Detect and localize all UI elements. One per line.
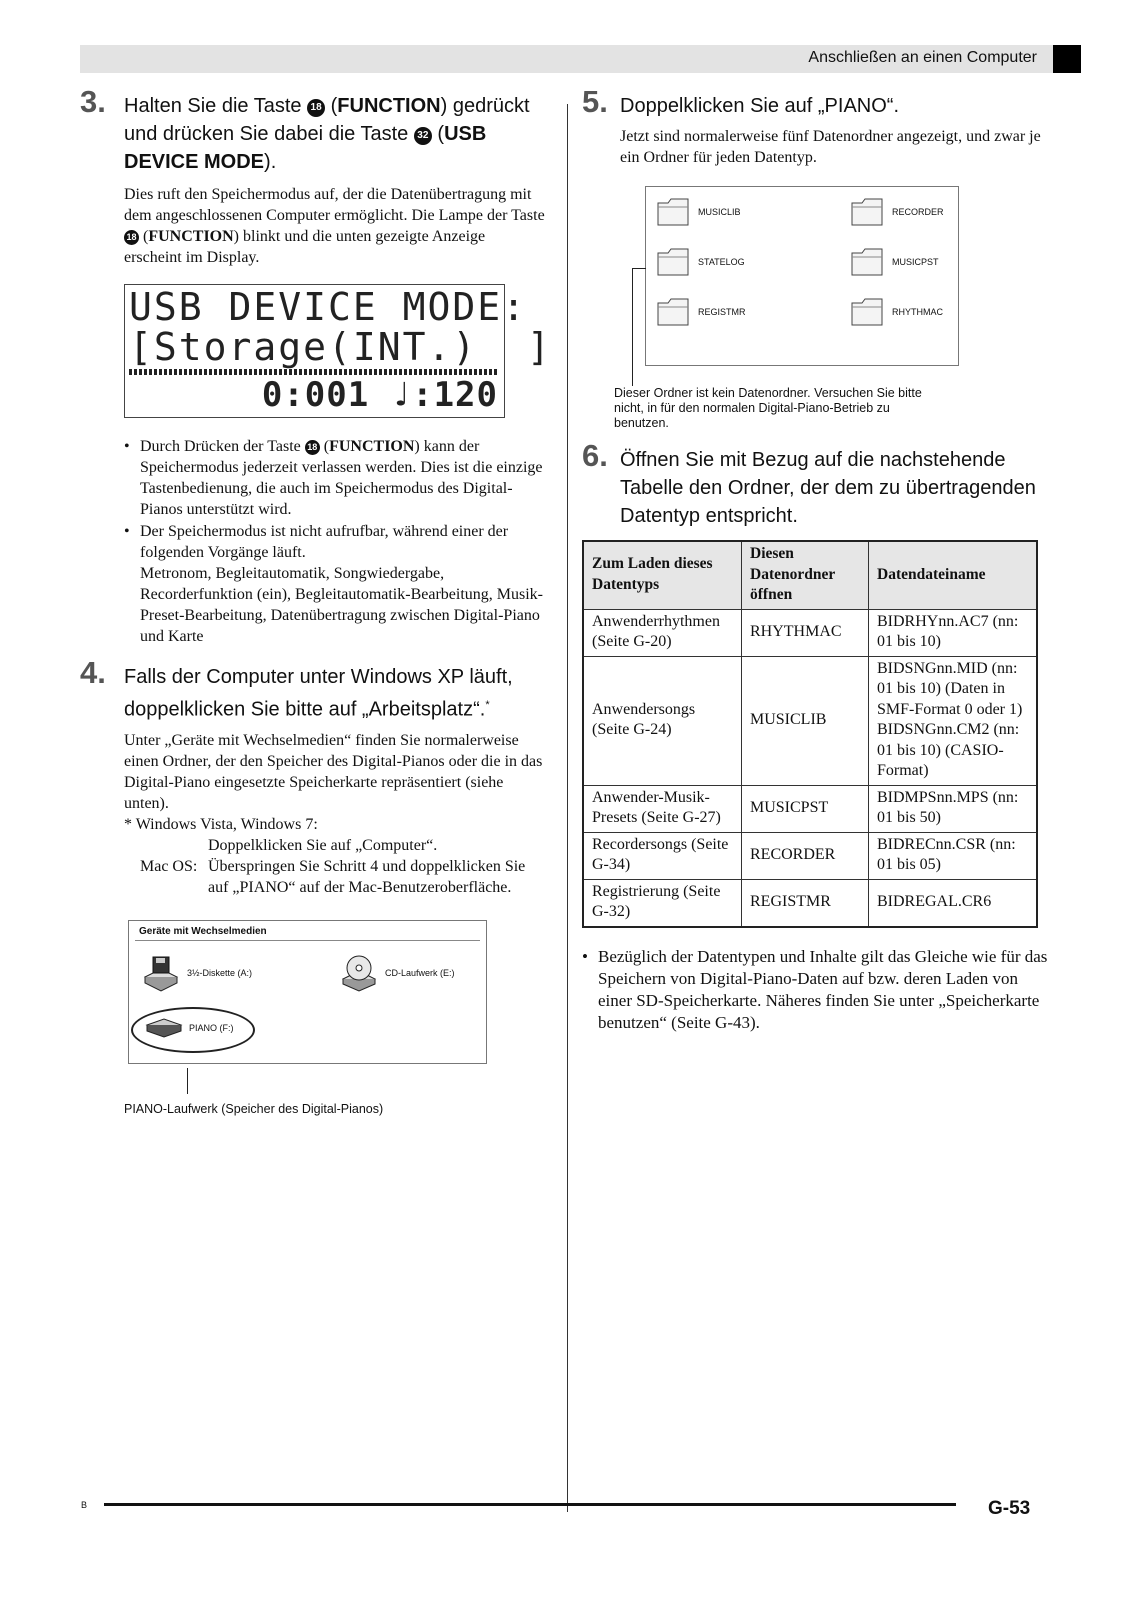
footnote-vista: * Windows Vista, Windows 7: xyxy=(124,815,318,833)
column-header: Datendateiname xyxy=(869,541,1038,609)
floppy-drive-icon xyxy=(141,955,181,991)
callout-leader xyxy=(187,1068,188,1094)
column-divider xyxy=(567,104,568,1512)
table-row xyxy=(583,879,1037,927)
folder-icon xyxy=(656,197,690,227)
table-cell: RECORDER xyxy=(742,832,869,879)
table-cell: BIDSNGnn.MID (nn: 01 bis 10) (Daten in SMF-Format 0 oder 1) BIDSNGnn.CM2 (nn: 01 bis 10) (CASIO-Format) xyxy=(869,656,1038,785)
folders-screenshot xyxy=(645,186,959,366)
folder-icon xyxy=(850,197,884,227)
footer-rule xyxy=(104,1503,956,1506)
table-cell: REGISTMR xyxy=(742,879,869,927)
step-6-heading: 6. Öffnen Sie mit Bezug auf die nachstehende Tabelle den Ordner, der dem zu übertragenden Datentyp entspricht. xyxy=(582,438,1036,527)
cd-drive-icon xyxy=(339,955,379,991)
piano-drive-highlight xyxy=(131,1007,255,1053)
folder-icon xyxy=(850,247,884,277)
footer-mark: B xyxy=(81,1500,88,1510)
table-cell: Anwender-Musik-Presets (Seite G-27) xyxy=(583,785,742,832)
table-header-row xyxy=(583,541,1037,609)
list-item: • Durch Drücken der Taste 18 (FUNCTION) kann der Speichermodus jederzeit verlassen werden. Dies ist die einzige Tastenbedienung, die auch im Speichermodus des Digital-Pianos unterstützt wird. xyxy=(124,436,545,520)
step-number: 4. xyxy=(80,655,106,690)
cd-drive[interactable]: CD-Laufwerk (E:) xyxy=(339,955,455,991)
folder-musiclib[interactable]: MUSICLIB xyxy=(656,197,741,227)
left-column xyxy=(80,84,552,1064)
table-cell: BIDRHYnn.AC7 (nn: 01 bis 10) xyxy=(869,609,1038,656)
header-title: Anschließen an einen Computer xyxy=(808,49,1037,66)
column-header: Diesen Datenordner öffnen xyxy=(742,541,869,609)
lcd-line-1: USB DEVICE MODE: xyxy=(129,285,528,329)
explorer-heading: Geräte mit Wechselmedien xyxy=(139,925,267,937)
table-cell: Recordersongs (Seite G-34) xyxy=(583,832,742,879)
table-cell: MUSICLIB xyxy=(742,656,869,785)
folder-statelog[interactable]: STATELOG xyxy=(656,247,745,277)
floppy-drive[interactable]: 3½-Diskette (A:) xyxy=(141,955,252,991)
folder-icon xyxy=(656,297,690,327)
step-4-heading: 4. Falls der Computer unter Windows XP läuft, doppelklicken Sie bitte auf „Arbeitsplatz“.* xyxy=(80,655,513,721)
step-5-heading: 5. Doppelklicken Sie auf „PIANO“. xyxy=(582,84,900,119)
key-18-icon: 18 xyxy=(307,99,325,117)
folder-rhythmac[interactable]: RHYTHMAC xyxy=(850,297,943,327)
table-cell: BIDREGAL.CR6 xyxy=(869,879,1038,927)
step-number: 3. xyxy=(80,84,106,119)
step-5-body: Jetzt sind normalerweise fünf Datenordner angezeigt, und zwar je ein Ordner für jeden Datentyp. xyxy=(620,128,1041,166)
explorer-screenshot xyxy=(128,920,487,1064)
table-row xyxy=(583,785,1037,832)
step-number: 6. xyxy=(582,438,608,473)
table-cell: Anwendersongs (Seite G-24) xyxy=(583,656,742,785)
piano-drive[interactable]: PIANO (F:) xyxy=(145,1017,234,1039)
footnote-mac: Mac OS: Überspringen Sie Schritt 4 und doppelklicken Sie auf „PIANO“ auf der Mac-Benutzeroberfläche. xyxy=(140,857,526,896)
statelog-caption: Dieser Ordner ist kein Datenordner. Versuchen Sie bitte nicht, in für den normalen Digital-Piano-Betrieb zu benutzen. xyxy=(614,386,922,430)
page-header xyxy=(80,45,1081,73)
list-item: • Der Speichermodus ist nicht aufrufbar, während einer der folgenden Vorgänge läuft. Metronom, Begleitautomatik, Songwiedergabe, Recorderfunktion (ein), Begleitautomatik-Bearbeitung, Musik-Preset-Bearbeitung, Datenübertragung zwischen Digital-Piano und Karte xyxy=(124,521,545,647)
step-4-body: Unter „Geräte mit Wechselmedien“ finden Sie normalerweise einen Ordner, der den Speicher des Digital-Pianos oder die in das Digital-Piano eingesetzte Speicherkarte repräsentiert (siehe unten). xyxy=(124,731,543,812)
table-cell: Registrierung (Seite G-32) xyxy=(583,879,742,927)
folder-recorder[interactable]: RECORDER xyxy=(850,197,944,227)
key-32-icon: 32 xyxy=(414,127,432,145)
step-number: 5. xyxy=(582,84,608,119)
table-cell: BIDRECnn.CSR (nn: 01 bis 05) xyxy=(869,832,1038,879)
folder-icon xyxy=(850,297,884,327)
step-3-heading: 3. Halten Sie die Taste 18 (FUNCTION) gedrückt und drücken Sie dabei die Taste 32 (USB DEVICE MODE). xyxy=(80,84,530,173)
table-cell: Anwenderrhythmen (Seite G-20) xyxy=(583,609,742,656)
step-3-body: Dies ruft den Speichermodus auf, der die Datenübertragung mit dem angeschlossenen Computer ermöglicht. Die Lampe der Taste 18 (FUNCTION) blinkt und die unten gezeigte Anzeige erscheint im Display. xyxy=(124,186,545,266)
lcd-counter: 0:001 ♩:120 xyxy=(261,375,498,415)
step-3-bullets xyxy=(124,436,545,647)
right-column xyxy=(582,84,1052,1035)
lcd-line-2: [Storage(INT.) ] xyxy=(129,325,552,369)
table-cell: BIDMPSnn.MPS (nn: 01 bis 50) xyxy=(869,785,1038,832)
callout-leader xyxy=(632,268,646,269)
lcd-display xyxy=(124,284,552,418)
table-cell: RHYTHMAC xyxy=(742,609,869,656)
footnote-vista-text: Doppelklicken Sie auf „Computer“. xyxy=(208,836,438,854)
key-18-icon: 18 xyxy=(305,440,320,455)
folder-registmr[interactable]: REGISTMR xyxy=(656,297,746,327)
table-row xyxy=(583,609,1037,656)
folder-icon xyxy=(656,247,690,277)
callout-leader xyxy=(632,268,633,386)
table-cell: MUSICPST xyxy=(742,785,869,832)
folder-musicpst[interactable]: MUSICPST xyxy=(850,247,939,277)
column-header: Zum Laden dieses Datentyps xyxy=(583,541,742,609)
page-number: G-53 xyxy=(988,1498,1031,1519)
key-18-icon: 18 xyxy=(124,230,139,245)
header-tab-block xyxy=(1053,45,1081,73)
step-6-bullets xyxy=(582,946,1052,1034)
piano-drive-caption: PIANO-Laufwerk (Speicher des Digital-Pianos) xyxy=(124,1102,384,1116)
table-row xyxy=(583,656,1037,785)
data-type-table xyxy=(582,540,1038,928)
list-item: • Bezüglich der Datentypen und Inhalte gilt das Gleiche wie für das Speichern von Digital-Piano-Daten auf bzw. deren Laden von einer SD-Speicherkarte. Näheres finden Sie unter „Speicherkarte benutzen“ (Seite G-43). xyxy=(582,946,1052,1034)
table-row xyxy=(583,832,1037,879)
